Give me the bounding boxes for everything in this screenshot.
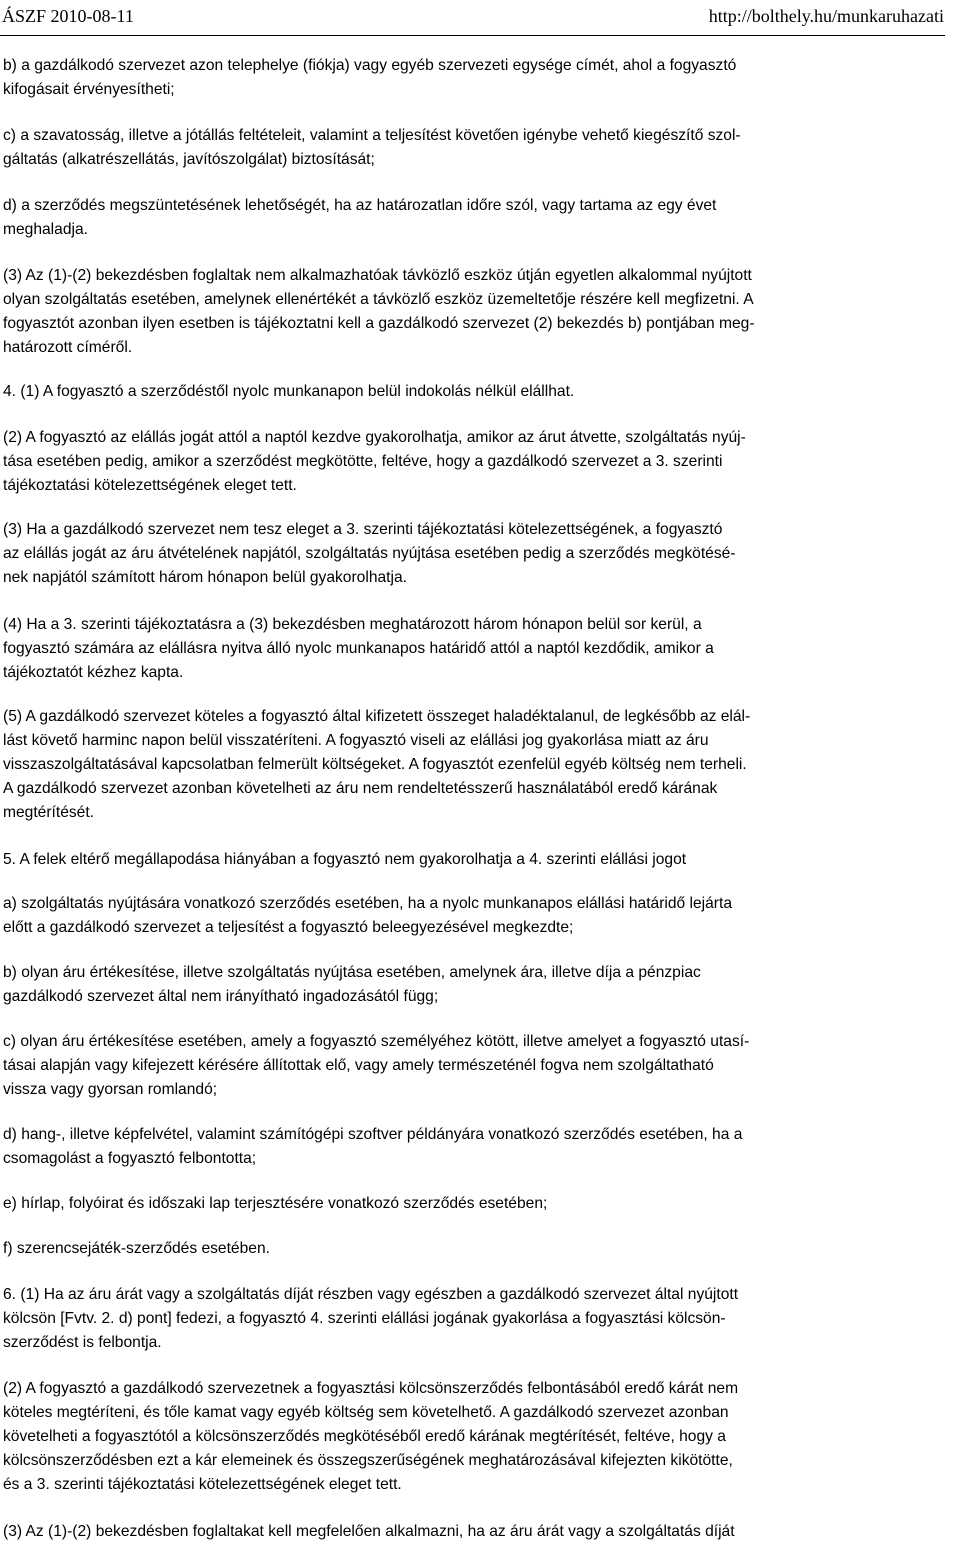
- paragraph-line: A gazdálkodó szervezet azonban követelheti az áru nem rendeltetésszerű használatából eredő kárának: [3, 780, 718, 797]
- paragraph-line: (2) A fogyasztó a gazdálkodó szervezetnek a fogyasztási kölcsönszerződés felbontásából eredő kárát nem: [3, 1380, 739, 1397]
- paragraph: [3, 1377, 951, 1497]
- paragraph: [3, 848, 951, 872]
- paragraph: [3, 892, 951, 940]
- paragraph-line: határozott címéről.: [3, 339, 133, 356]
- page-header: [0, 5, 960, 31]
- paragraph-line: kölcsön [Fvtv. 2. d) pont] fedezi, a fogyasztó 4. szerinti elállási jogának gyakorlása a fogyasztási kölcsön-: [3, 1310, 726, 1327]
- paragraph: [3, 1030, 951, 1102]
- paragraph: [3, 705, 951, 825]
- paragraph: [3, 518, 951, 590]
- paragraph: [3, 380, 951, 404]
- paragraph-line: köteles megtéríteni, és tőle kamat vagy egyéb költség sem követelhető. A gazdálkodó szervezet azonban: [3, 1404, 729, 1421]
- paragraph-line: vissza vagy gyorsan romlandó;: [3, 1081, 218, 1098]
- paragraph-line: c) olyan áru értékesítése esetében, amely a fogyasztó személyéhez kötött, illetve amelyet a fogyasztó utasí-: [3, 1033, 750, 1050]
- paragraph: [3, 613, 951, 685]
- paragraph-line: meghaladja.: [3, 221, 88, 238]
- paragraph-line: olyan szolgáltatás esetében, amelynek ellenértékét a távközlő eszköz üzemeltetője részére kell megfizetni. A: [3, 291, 754, 308]
- header-url: http://bolthely.hu/munkaruhazati: [708, 6, 944, 26]
- paragraph-line: és a 3. szerinti tájékoztatási kötelezettségének eleget tett.: [3, 1476, 402, 1493]
- paragraph-line: f) szerencsejáték-szerződés esetében.: [3, 1240, 270, 1257]
- paragraph-line: lást követő harminc napon belül visszatéríteni. A fogyasztó viseli az elállási jog gyakorlása miatt az áru: [3, 732, 709, 749]
- paragraph-line: nek napjától számított három hónapon belül gyakorolhatja.: [3, 569, 407, 586]
- paragraph: [3, 194, 951, 242]
- paragraph-line: 5. A felek eltérő megállapodása hiányában a fogyasztó nem gyakorolhatja a 4. szerinti elállási jogot: [3, 851, 687, 868]
- paragraph: [3, 1283, 951, 1355]
- header-title: ÁSZF 2010-08-11: [2, 6, 134, 26]
- paragraph: [3, 124, 951, 172]
- paragraph: [3, 54, 951, 102]
- paragraph-line: (3) Az (1)-(2) bekezdésben foglaltakat kell megfelelően alkalmazni, ha az áru árát vagy a szolgáltatás díját: [3, 1523, 735, 1540]
- paragraph-line: c) a szavatosság, illetve a jótállás feltételeit, valamint a teljesítést követően igénybe vehető kiegészítő szol-: [3, 127, 741, 144]
- paragraph-line: fogyasztót azonban ilyen esetben is tájékoztatni kell a gazdálkodó szervezet (2) bekezdés b) pontjában meg-: [3, 315, 755, 332]
- paragraph-line: d) hang-, illetve képfelvétel, valamint számítógépi szoftver példányára vonatkozó szerződés esetében, ha a: [3, 1126, 743, 1143]
- paragraph-line: követelheti a fogyasztótól a kölcsönszerződés megkötéséből eredő kárának megtérítését, feltéve, hogy a: [3, 1428, 726, 1445]
- paragraph-line: visszaszolgáltatásával kapcsolatban felmerült költségeket. A fogyasztót ezenfelül egyéb költség nem terheli.: [3, 756, 747, 773]
- paragraph-line: tájékoztatót kézhez kapta.: [3, 664, 184, 681]
- paragraph-line: d) a szerződés megszüntetésének lehetőségét, ha az határozatlan időre szól, vagy tartama az egy évet: [3, 197, 717, 214]
- paragraph: [3, 264, 951, 360]
- paragraph: [3, 1123, 951, 1171]
- paragraph-line: (3) Az (1)-(2) bekezdésben foglaltak nem alkalmazhatóak távközlő eszköz útján egyetlen alkalommal nyújtott: [3, 267, 752, 284]
- paragraph-line: tásai alapján vagy kifejezett kérésére állítottak elő, vagy amely természeténél fogva nem szolgáltatható: [3, 1057, 714, 1074]
- paragraph-line: megtérítését.: [3, 804, 95, 821]
- paragraph-line: tása esetében pedig, amikor a szerződést megkötötte, feltéve, hogy a gazdálkodó szervezet a 3. szerinti: [3, 453, 723, 470]
- paragraph-line: kölcsönszerződésben ezt a kár elemeinek és összegszerűségének meghatározásával kifejezten kikötötte,: [3, 1452, 733, 1469]
- paragraph-line: csomagolást a fogyasztó felbontotta;: [3, 1150, 257, 1167]
- paragraph-line: gáltatás (alkatrészellátás, javítószolgálat) biztosítását;: [3, 151, 375, 168]
- paragraph: [3, 1520, 951, 1544]
- paragraph-line: a) szolgáltatás nyújtására vonatkozó szerződés esetében, ha a nyolc munkanapos elállási határidő lejárta: [3, 895, 733, 912]
- paragraph-line: az elállás jogát az áru átvételének napjától, szolgáltatás nyújtása esetében pedig a szerződés megkötésé-: [3, 545, 736, 562]
- paragraph-line: (4) Ha a 3. szerinti tájékoztatásra a (3) bekezdésben meghatározott három hónapon belül sor kerül, a: [3, 616, 702, 633]
- paragraph: [3, 1237, 951, 1261]
- paragraph-line: előtt a gazdálkodó szervezet a teljesítést a fogyasztó beleegyezésével megkezdte;: [3, 919, 574, 936]
- document-body: [3, 54, 951, 1544]
- paragraph-line: szerződést is felbontja.: [3, 1334, 162, 1351]
- paragraph-line: 6. (1) Ha az áru árát vagy a szolgáltatás díját részben vagy egészben a gazdálkodó szervezet által nyújtott: [3, 1286, 739, 1303]
- paragraph: [3, 961, 951, 1009]
- paragraph-line: tájékoztatási kötelezettségének eleget tett.: [3, 477, 297, 494]
- paragraph-line: 4. (1) A fogyasztó a szerződéstől nyolc munkanapon belül indokolás nélkül elállhat.: [3, 383, 575, 400]
- header-divider: [0, 35, 945, 36]
- paragraph-line: (3) Ha a gazdálkodó szervezet nem tesz eleget a 3. szerinti tájékoztatási kötelezettségének, a fogyasztó: [3, 521, 723, 538]
- paragraph-line: fogyasztó számára az elállásra nyitva álló nyolc munkanapos határidő attól a naptól kezdődik, amikor a: [3, 640, 714, 657]
- paragraph: [3, 426, 951, 498]
- paragraph-line: (2) A fogyasztó az elállás jogát attól a naptól kezdve gyakorolhatja, amikor az árut átvette, szolgáltatás nyúj-: [3, 429, 746, 446]
- paragraph-line: (5) A gazdálkodó szervezet köteles a fogyasztó által kifizetett összeget haladéktalanul, de legkésőbb az elál-: [3, 708, 751, 725]
- paragraph: [3, 1192, 951, 1216]
- paragraph-line: e) hírlap, folyóirat és időszaki lap terjesztésére vonatkozó szerződés esetében;: [3, 1195, 548, 1212]
- paragraph-line: gazdálkodó szervezet által nem irányítható ingadozásától függ;: [3, 988, 439, 1005]
- paragraph-line: b) olyan áru értékesítése, illetve szolgáltatás nyújtása esetében, amelynek ára, illetve díja a pénzpiac: [3, 964, 701, 981]
- paragraph-line: b) a gazdálkodó szervezet azon telephelye (fiókja) vagy egyéb szervezeti egysége címét, ahol a fogyasztó: [3, 57, 737, 74]
- paragraph-line: kifogásait érvényesítheti;: [3, 81, 175, 98]
